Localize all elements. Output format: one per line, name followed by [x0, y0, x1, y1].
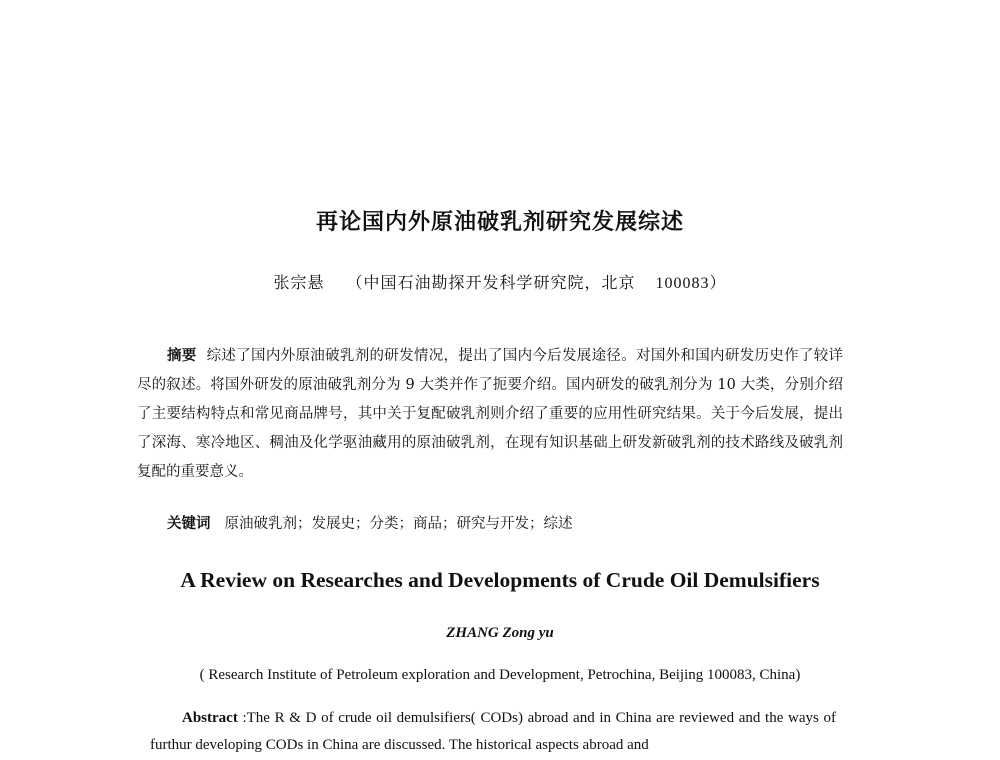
author-name-chinese: 张宗悬	[273, 273, 325, 292]
author-affiliation-chinese: （中国石油勘探开发科学研究院，北京	[346, 273, 636, 292]
abstract-text-english: :The R & D of crude oil demulsifiers( CODs) abroad and in China are reviewed and the ways of furthur developing CODs in China are discussed. The historical aspects abroad and	[150, 710, 836, 753]
abstract-label-chinese: 摘要	[167, 348, 197, 364]
keywords-label-chinese: 关键词	[167, 516, 211, 532]
author-line-chinese	[0, 270, 1000, 293]
author-name-english: ZHANG Zong yu	[446, 625, 554, 641]
paper-title-english: A Review on Researches and Developments of Crude Oil Demulsifiers	[180, 568, 820, 592]
author-affiliation-english: ( Research Institute of Petroleum exploration and Development, Petrochina, Beijing 100083, China)	[199, 667, 801, 683]
author-zip-chinese: 100083）	[655, 275, 727, 292]
abstract-label-english: Abstract	[182, 710, 238, 726]
abstract-text-chinese: 综述了国内外原油破乳剂的研发情况，提出了国内今后发展途径。对国外和国内研发历史作了较详尽的叙述。将国外研发的原油破乳剂分为 9 大类并作了扼要介绍。国内研发的破乳剂分为 10 大类，分别介绍了主要结构特点和常见商品牌号，其中关于复配破乳剂则介绍了重要的应用性研究结果。关于今后发展，提出了深海、寒冷地区、稠油及化学驱油藏用的原油破乳剂，在现有知识基础上研发新破乳剂的技术路线及破乳剂复配的重要意义。	[137, 348, 844, 480]
keywords-chinese	[167, 512, 573, 533]
keywords-text-chinese: 原油破乳剂；发展史；分类；商品；研究与开发；综述	[224, 516, 573, 532]
abstract-english	[150, 705, 836, 759]
abstract-chinese	[137, 342, 843, 487]
paper-title-chinese: 再论国内外原油破乳剂研究发展综述	[315, 210, 684, 235]
